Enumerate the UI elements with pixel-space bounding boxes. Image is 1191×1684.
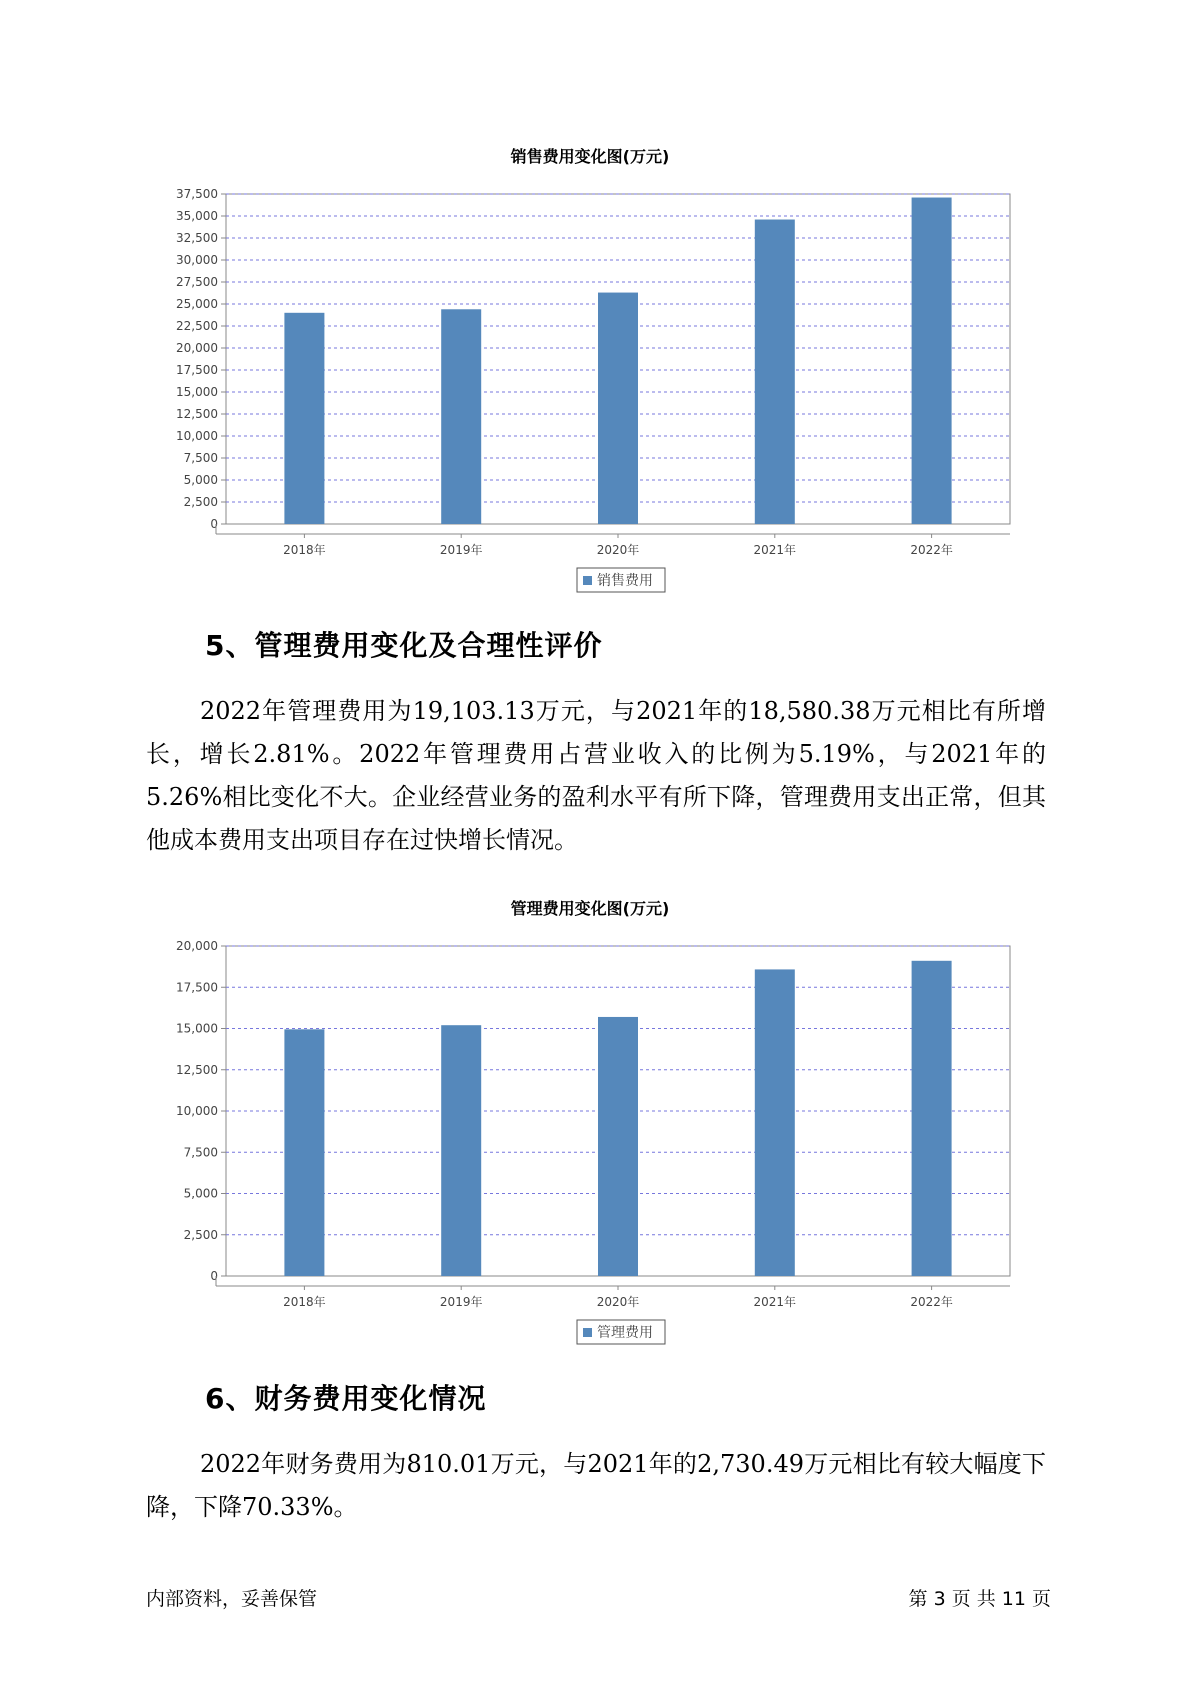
- y-tick-label: 12,500: [176, 407, 218, 421]
- bar: [912, 198, 952, 524]
- x-tick-label: 2018年: [283, 543, 326, 557]
- footer-left: 内部资料，妥善保管: [146, 1588, 318, 1610]
- x-tick-label: 2020年: [596, 543, 640, 557]
- y-tick-label: 7,500: [183, 1145, 218, 1160]
- y-tick-label: 10,000: [176, 429, 218, 443]
- y-tick-label: 5,000: [183, 473, 218, 487]
- bar: [755, 220, 795, 524]
- sales-expense-chart-svg: [150, 140, 1030, 589]
- bar: [598, 1017, 638, 1276]
- sales-expense-chart: [150, 140, 1030, 589]
- y-tick-label: 5,000: [183, 1186, 218, 1201]
- y-tick-label: 17,500: [176, 363, 218, 377]
- y-tick-label: 0: [210, 1269, 218, 1283]
- y-tick-label: 20,000: [176, 939, 218, 953]
- y-tick-label: 17,500: [176, 980, 218, 995]
- bar: [598, 293, 638, 524]
- y-tick-label: 32,500: [176, 231, 218, 245]
- y-tick-label: 22,500: [176, 319, 218, 333]
- legend-label: 管理费用: [597, 1325, 653, 1341]
- y-tick-label: 15,000: [176, 385, 218, 399]
- y-tick-label: 25,000: [176, 297, 218, 311]
- legend-swatch: [583, 576, 592, 585]
- admin-expense-chart: [150, 892, 1030, 1341]
- y-tick-label: 20,000: [176, 341, 218, 355]
- bar: [441, 309, 481, 524]
- x-tick-label: 2020年: [596, 1295, 640, 1309]
- legend-swatch: [583, 1328, 592, 1337]
- chart-title: 管理费用变化图(万元): [510, 899, 670, 918]
- bar: [755, 969, 795, 1276]
- y-tick-label: 30,000: [176, 253, 218, 267]
- x-tick-label: 2021年: [753, 543, 797, 557]
- section-heading-5: 5、管理费用变化及合理性评价: [205, 629, 603, 662]
- chart-title: 销售费用变化图(万元): [510, 147, 670, 166]
- y-tick-label: 2,500: [183, 1227, 218, 1242]
- x-tick-label: 2018年: [283, 1295, 326, 1309]
- x-tick-label: 2019年: [439, 1295, 483, 1309]
- y-tick-label: 35,000: [176, 209, 218, 223]
- x-tick-label: 2019年: [439, 543, 483, 557]
- section-heading-6: 6、财务费用变化情况: [205, 1382, 487, 1415]
- bar: [441, 1025, 481, 1276]
- section-paragraph-5: 2022年管理费用为19,103.13万元，与2021年的18,580.38万元相比有所增长，增长2.81%。2022年管理费用占营业收入的比例为5.19%，与2021年的5.26%相比变化不大。企业经营业务的盈利水平有所下降，管理费用支出正常，但其他成本费用支出项目存在过快增长情况。: [146, 697, 1046, 854]
- x-tick-label: 2022年: [910, 543, 953, 557]
- y-tick-label: 37,500: [176, 187, 218, 201]
- y-tick-label: 12,500: [176, 1062, 218, 1077]
- admin-expense-chart-svg: [150, 892, 1030, 1341]
- y-tick-label: 10,000: [176, 1104, 218, 1118]
- y-tick-label: 2,500: [183, 495, 218, 509]
- y-tick-label: 27,500: [176, 275, 218, 289]
- y-tick-label: 7,500: [183, 451, 218, 465]
- bar: [284, 1029, 324, 1276]
- y-tick-label: 15,000: [176, 1021, 218, 1036]
- bar: [284, 313, 324, 524]
- bar: [912, 961, 952, 1276]
- legend-label: 销售费用: [597, 573, 653, 589]
- section-paragraph-6: 2022年财务费用为810.01万元，与2021年的2,730.49万元相比有较大幅度下降，下降70.33%。: [146, 1450, 1046, 1521]
- footer-right: 第 3 页 共 11 页: [908, 1588, 1051, 1610]
- x-tick-label: 2022年: [910, 1295, 953, 1309]
- x-tick-label: 2021年: [753, 1295, 797, 1309]
- y-tick-label: 0: [210, 517, 218, 531]
